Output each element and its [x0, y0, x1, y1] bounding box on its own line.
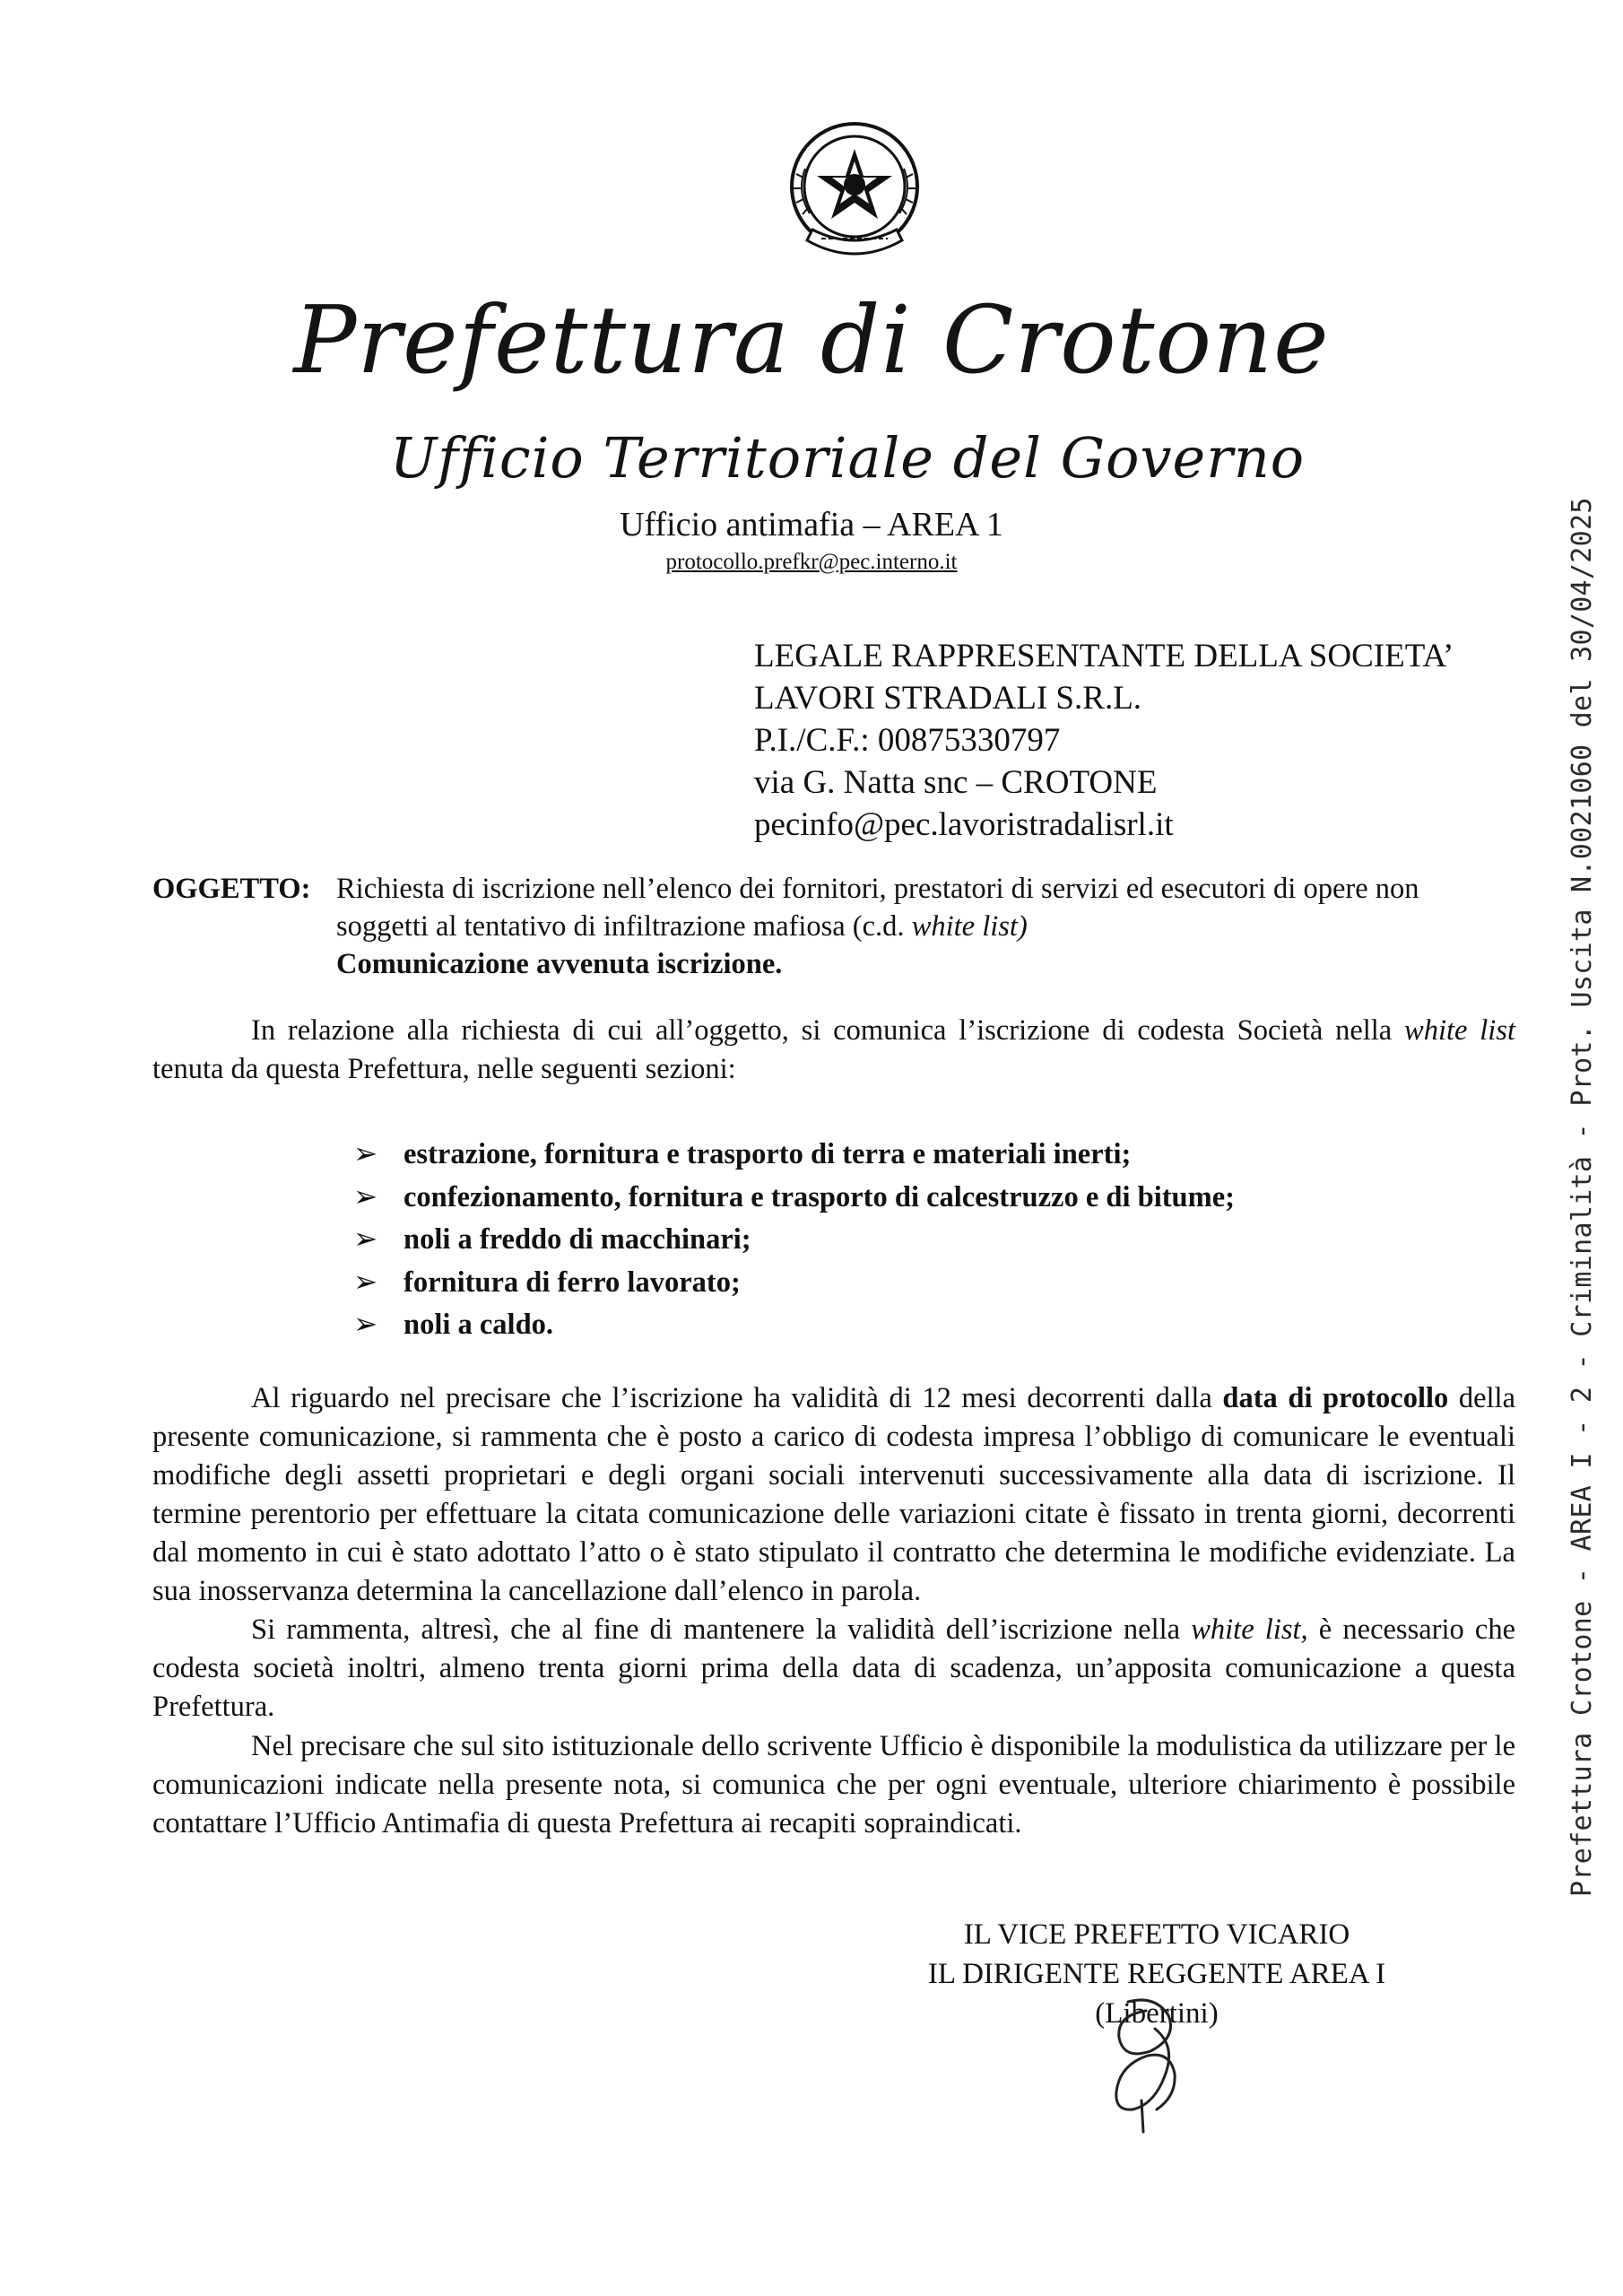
list-item: [353, 1304, 1235, 1347]
arrow-bullet-icon: ➢: [353, 1138, 378, 1170]
subject-line: [336, 908, 1511, 945]
paragraph-italic: white list,: [1191, 1613, 1308, 1646]
subject-text: [336, 870, 1511, 983]
list-item-text: noli a freddo di macchinari;: [404, 1223, 751, 1256]
list-item-text: estrazione, fornitura e trasporto di terra e materiali inerti;: [404, 1138, 1132, 1170]
paragraph-intro: [152, 1012, 1515, 1089]
office-title-script: Prefettura di Crotone: [293, 285, 1330, 395]
list-item-text: confezionamento, fornitura e trasporto di calcestruzzo e di bitume;: [404, 1180, 1235, 1213]
recipient-line: LEGALE RAPPRESENTANTE DELLA SOCIETA’: [754, 638, 1454, 674]
protocol-stamp: Prefettura Crotone - AREA I - 2 - Criminalità - Prot. Uscita N.0021060 del 30/04/2025: [1567, 497, 1598, 1897]
paragraph-text: è necessario che codesta società inoltri, almeno trenta giorni prima della data di scadenza, un’apposita comunicazione a questa Prefettura.: [152, 1613, 1515, 1723]
paragraph-contacts: Nel precisare che sul sito istituzionale dello scrivente Ufficio è disponibile la modulistica da utilizzare per le comunicazioni indicate nella presente nota, si comunica che per ogni eventuale, ulteriore chiarimento è possibile contattare l’Ufficio Antimafia di questa Prefettura ai recapiti sopraindicati.: [152, 1730, 1515, 1839]
list-item: [353, 1134, 1235, 1177]
arrow-bullet-icon: ➢: [353, 1309, 378, 1341]
paragraph-bold: data di protocollo: [1222, 1382, 1449, 1414]
recipient-company: LAVORI STRADALI S.R.L.: [754, 680, 1142, 717]
recipient-address: via G. Natta snc – CROTONE: [754, 764, 1158, 801]
recipient-pec: pecinfo@pec.lavoristradalisrl.it: [754, 806, 1174, 843]
office-department: Ufficio antimafia – AREA 1: [620, 506, 1003, 544]
subject-line-part: soggetti al tentativo di infiltrazione mafiosa (c.d.: [336, 910, 912, 943]
list-item: [353, 1219, 1235, 1262]
arrow-bullet-icon: ➢: [353, 1265, 378, 1299]
subject-line: Richiesta di iscrizione nell’elenco dei fornitori, prestatori di servizi ed esecutori di opere non: [336, 873, 1419, 905]
signatory-title: IL VICE PREFETTO VICARIO: [963, 1918, 1350, 1951]
paragraph-italic: white list: [1404, 1014, 1515, 1047]
subject-label: OGGETTO:: [152, 873, 311, 905]
subject-italic: white list): [911, 910, 1028, 943]
signatory-role: IL DIRIGENTE REGGENTE AREA I: [927, 1958, 1386, 1990]
paragraph-validity: [152, 1379, 1515, 1611]
paragraph-renewal: [152, 1611, 1515, 1726]
sections-list: [353, 1134, 1235, 1347]
arrow-bullet-icon: ➢: [353, 1223, 378, 1256]
handwritten-signature-icon: [1092, 1993, 1200, 2136]
paragraph-text: della presente comunicazione, si rammenta che è posto a carico di codesta impresa l’obbligo di comunicare le eventuali modifiche degli assetti proprietari e degli organi sociali intervenuti successivamente alla data di iscrizione. Il termine perentorio per effettuare la citata comunicazione delle variazioni citate è fissato in trenta giorni, decorrenti dal momento in cui è stato adottato l’atto o è stato stipulato il contratto che determina le modifiche evidenziate. La sua inosservanza determina la cancellazione dall’elenco in parola.: [152, 1382, 1515, 1607]
office-pec-address: protocollo.prefkr@pec.interno.it: [665, 550, 958, 574]
list-item-text: noli a caldo.: [404, 1309, 554, 1341]
list-item: [353, 1262, 1235, 1305]
italian-republic-emblem-icon: [778, 115, 931, 267]
paragraph-text: Si rammenta, altresì, che al fine di mantenere la validità dell’iscrizione nella: [251, 1613, 1192, 1646]
paragraph-text: In relazione alla richiesta di cui all’oggetto, si comunica l’iscrizione di codesta Società nella: [251, 1014, 1405, 1047]
arrow-bullet-icon: ➢: [353, 1180, 378, 1213]
recipient-tax-id: P.I./C.F.: 00875330797: [754, 722, 1061, 759]
paragraph-text: tenuta da questa Prefettura, nelle seguenti sezioni:: [152, 1053, 736, 1085]
list-item-text: fornitura di ferro lavorato;: [404, 1265, 741, 1299]
office-subtitle-script: Ufficio Territoriale del Governo: [389, 425, 1306, 491]
paragraph-text: Al riguardo nel precisare che l’iscrizione ha validità di 12 mesi decorrenti dalla: [251, 1382, 1223, 1414]
subject-title: Comunicazione avvenuta iscrizione.: [336, 948, 783, 980]
signatory-name: (Libertini): [1095, 1997, 1219, 2030]
recipient-block: [754, 635, 1454, 846]
list-item: [353, 1177, 1235, 1220]
